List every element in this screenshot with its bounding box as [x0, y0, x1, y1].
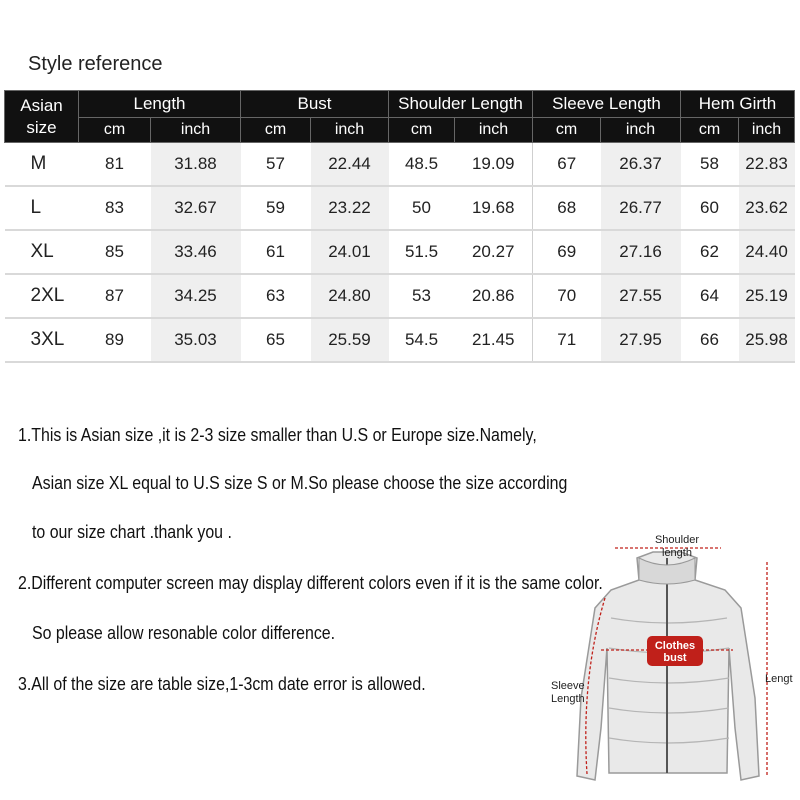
- sleeve-cm-cell: 71: [533, 318, 601, 362]
- length-inch-cell: 35.03: [151, 318, 241, 362]
- length-inch-cell: 34.25: [151, 274, 241, 318]
- length-marker: [765, 562, 793, 776]
- hem-cm-cell: 62: [681, 230, 739, 274]
- shoulder-inch-cell: 20.86: [455, 274, 533, 318]
- size-cell: XL: [5, 230, 79, 274]
- bust-label-line-2: bust: [663, 652, 687, 664]
- sleeve-inch-cell: 27.95: [601, 318, 681, 362]
- bust-cm-cell: 63: [241, 274, 311, 318]
- sleeve-inch-cell: 26.77: [601, 186, 681, 230]
- sleeve-cm-cell: 69: [533, 230, 601, 274]
- bust-inch-cell: 25.59: [311, 318, 389, 362]
- column-group-hem-girth: Hem Girth: [681, 91, 795, 118]
- table-row: [5, 230, 795, 274]
- sleeve-inch-cell: 27.55: [601, 274, 681, 318]
- shoulder-length-marker: [615, 534, 721, 559]
- size-cell: 2XL: [5, 274, 79, 318]
- shoulder-label-line-2: length: [662, 547, 692, 559]
- table-group-header-row: [5, 91, 795, 118]
- note-2-line-2: So please allow resonable color difference.: [32, 622, 336, 643]
- length-label: Lengt: [765, 673, 793, 685]
- bust-cm-cell: 57: [241, 143, 311, 187]
- unit-header-inch: inch: [151, 118, 241, 143]
- unit-header-inch: inch: [311, 118, 389, 143]
- length-cm-cell: 83: [79, 186, 151, 230]
- shoulder-cm-cell: 50: [389, 186, 455, 230]
- sleeve-inch-cell: 27.16: [601, 230, 681, 274]
- table-row: [5, 186, 795, 230]
- asian-size-header: Asian size: [5, 91, 79, 143]
- bust-cm-cell: 61: [241, 230, 311, 274]
- shoulder-inch-cell: 21.45: [455, 318, 533, 362]
- table-row: [5, 143, 795, 187]
- shoulder-cm-cell: 51.5: [389, 230, 455, 274]
- note-3: 3.All of the size are table size,1-3cm date error is allowed.: [18, 673, 426, 694]
- unit-header-inch: inch: [601, 118, 681, 143]
- length-inch-cell: 32.67: [151, 186, 241, 230]
- length-cm-cell: 87: [79, 274, 151, 318]
- unit-header-cm: cm: [241, 118, 311, 143]
- hem-inch-cell: 23.62: [739, 186, 795, 230]
- hem-cm-cell: 64: [681, 274, 739, 318]
- bust-label-line-1: Clothes: [654, 640, 696, 652]
- hem-inch-cell: 25.98: [739, 318, 795, 362]
- shoulder-inch-cell: 20.27: [455, 230, 533, 274]
- table-row: [5, 274, 795, 318]
- length-inch-cell: 33.46: [151, 230, 241, 274]
- unit-header-cm: cm: [389, 118, 455, 143]
- jacket-measurement-diagram: [545, 528, 795, 796]
- size-cell: M: [5, 143, 79, 187]
- note-1-line-1: 1.This is Asian size ,it is 2-3 size smaller than U.S or Europe size.Namely,: [18, 424, 537, 445]
- sleeve-cm-cell: 68: [533, 186, 601, 230]
- column-group-length: Length: [79, 91, 241, 118]
- bust-inch-cell: 24.80: [311, 274, 389, 318]
- bust-inch-cell: 23.22: [311, 186, 389, 230]
- sleeve-label-line-1: Sleeve: [551, 680, 585, 692]
- bust-inch-cell: 24.01: [311, 230, 389, 274]
- hem-cm-cell: 66: [681, 318, 739, 362]
- unit-header-inch: inch: [455, 118, 533, 143]
- length-cm-cell: 81: [79, 143, 151, 187]
- table-unit-header-row: [5, 118, 795, 143]
- column-group-bust: Bust: [241, 91, 389, 118]
- shoulder-label-line-1: Shoulder: [654, 534, 700, 546]
- hem-inch-cell: 22.83: [739, 143, 795, 187]
- page-title: Style reference: [28, 53, 163, 75]
- hem-inch-cell: 25.19: [739, 274, 795, 318]
- note-2-line-1: 2.Different computer screen may display different colors even if it is the same color.: [18, 572, 603, 593]
- table-row: [5, 318, 795, 362]
- shoulder-inch-cell: 19.09: [455, 143, 533, 187]
- bust-inch-cell: 22.44: [311, 143, 389, 187]
- size-cell: 3XL: [5, 318, 79, 362]
- bust-cm-cell: 59: [241, 186, 311, 230]
- hem-cm-cell: 58: [681, 143, 739, 187]
- hem-inch-cell: 24.40: [739, 230, 795, 274]
- note-1-line-2: Asian size XL equal to U.S size S or M.So please choose the size according: [32, 472, 568, 493]
- note-1-line-3: to our size chart .thank you .: [32, 521, 232, 542]
- hem-cm-cell: 60: [681, 186, 739, 230]
- sleeve-inch-cell: 26.37: [601, 143, 681, 187]
- shoulder-cm-cell: 53: [389, 274, 455, 318]
- bust-cm-cell: 65: [241, 318, 311, 362]
- length-cm-cell: 85: [79, 230, 151, 274]
- shoulder-cm-cell: 48.5: [389, 143, 455, 187]
- unit-header-cm: cm: [681, 118, 739, 143]
- unit-header-inch: inch: [739, 118, 795, 143]
- length-inch-cell: 31.88: [151, 143, 241, 187]
- size-cell: L: [5, 186, 79, 230]
- shoulder-inch-cell: 19.68: [455, 186, 533, 230]
- column-group-shoulder-length: Shoulder Length: [389, 91, 533, 118]
- length-cm-cell: 89: [79, 318, 151, 362]
- shoulder-cm-cell: 54.5: [389, 318, 455, 362]
- size-chart-table: [4, 90, 795, 363]
- column-group-sleeve-length: Sleeve Length: [533, 91, 681, 118]
- sleeve-cm-cell: 70: [533, 274, 601, 318]
- unit-header-cm: cm: [79, 118, 151, 143]
- sleeve-label-line-2: Length: [551, 693, 585, 705]
- sleeve-cm-cell: 67: [533, 143, 601, 187]
- unit-header-cm: cm: [533, 118, 601, 143]
